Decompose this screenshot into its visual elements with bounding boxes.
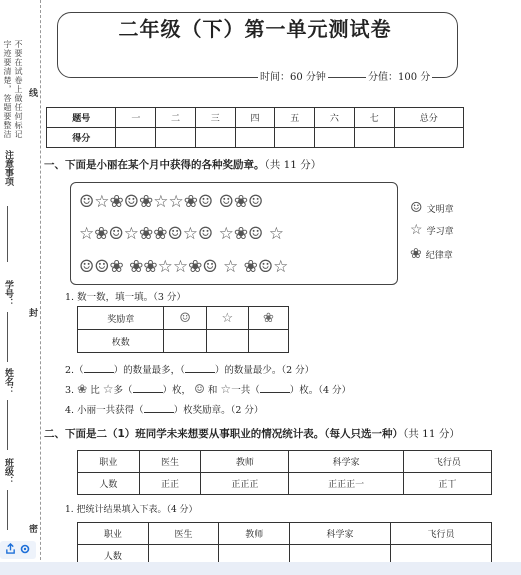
sticker-row: ☆❀☺☆❀❀☺☆☺ ☆❀☺ ☆	[79, 224, 284, 244]
star-icon: ☆	[102, 382, 114, 396]
seal-line-text: 线	[27, 88, 37, 97]
answer-blank[interactable]	[185, 364, 215, 373]
divider-line	[7, 206, 8, 262]
score-input-cell[interactable]	[116, 128, 156, 148]
table-cell: 奖励章	[78, 307, 164, 330]
divider-line	[7, 400, 8, 450]
flower-icon: ❀	[77, 382, 88, 396]
answer-cell[interactable]	[248, 330, 288, 353]
table-cell: 教师	[219, 523, 290, 545]
bottom-bar	[0, 562, 521, 575]
score-input-cell[interactable]	[156, 128, 196, 148]
binding-margin	[0, 0, 41, 575]
divider-line	[7, 312, 8, 362]
answer-cell[interactable]	[206, 330, 248, 353]
share-icon[interactable]	[5, 543, 16, 557]
star-icon: ☆	[206, 307, 248, 330]
question-3	[65, 382, 351, 396]
notes-label: 注意事项	[3, 150, 13, 186]
section-heading-text: 二、下面是二（1）班同学未来想要从事职业的情况统计表。（每人只选一种）	[44, 428, 404, 440]
table-row	[78, 451, 492, 473]
table-row	[78, 473, 492, 495]
tally-cell: 正正正	[201, 473, 289, 495]
margin-notice: 不要在试卷上做任何标记 字迹要清楚，答题要整洁	[3, 40, 23, 139]
table-cell: 医生	[148, 523, 219, 545]
table-cell: 职业	[78, 451, 140, 473]
divider-line	[7, 490, 8, 530]
q2-text: ）的数量最多，（	[113, 365, 185, 376]
flower-icon: ❀	[410, 246, 422, 262]
table-cell: 职业	[78, 523, 149, 545]
sticker-row: ☺☆❀☺❀☆☆❀☺ ☺❀☺	[79, 192, 264, 212]
question-2	[65, 362, 314, 376]
result-table	[77, 522, 492, 567]
answer-blank[interactable]	[133, 384, 163, 393]
table-cell: 人数	[78, 473, 140, 495]
smiley-icon: ☺	[410, 200, 423, 216]
smiley-icon: ☺	[194, 382, 205, 396]
sticker-row: ☺☺❀ ❀❀☆☆❀☺ ☆ ❀☺☆	[79, 257, 289, 277]
q3-text: 和	[207, 385, 218, 396]
section-heading	[44, 426, 460, 441]
exam-time: 时间：60 分钟	[258, 68, 328, 83]
table-cell: 一	[116, 108, 156, 128]
q3-text: ）枚，	[162, 385, 192, 396]
score-input-cell[interactable]	[315, 128, 355, 148]
table-cell: 科学家	[290, 523, 391, 545]
score-input-cell[interactable]	[275, 128, 315, 148]
legend-item	[410, 200, 454, 216]
table-row	[78, 307, 289, 330]
table-cell: 飞行员	[403, 451, 491, 473]
q2-text: ）的数量最少。（2 分）	[214, 365, 315, 376]
table-cell: 三	[195, 108, 235, 128]
answer-blank[interactable]	[144, 404, 174, 413]
table-cell: 教师	[201, 451, 289, 473]
section-heading	[44, 157, 321, 172]
legend-label: 纪律章	[425, 250, 453, 261]
seal-line-text: 密	[27, 524, 37, 533]
table-cell: 飞行员	[391, 523, 492, 545]
table-cell: 题号	[47, 108, 116, 128]
tally-cell: 正正	[139, 473, 201, 495]
table-row	[47, 108, 464, 128]
section-points: （共 11 分）	[403, 428, 460, 440]
legend-label: 文明章	[426, 204, 454, 215]
award-table	[77, 306, 289, 353]
table-cell: 枚数	[78, 330, 164, 353]
table-cell: 四	[235, 108, 275, 128]
exam-score: 分值：100 分	[366, 68, 432, 83]
table-cell: 五	[275, 108, 315, 128]
star-icon: ☆	[410, 222, 423, 238]
flower-icon: ❀	[248, 307, 288, 330]
section-points: （共 11 分）	[264, 159, 322, 171]
page-title: 二年级（下）第一单元测试卷	[95, 13, 415, 42]
table-cell: 得分	[47, 128, 116, 148]
score-input-cell[interactable]	[195, 128, 235, 148]
viewer-toolbar	[0, 541, 36, 559]
score-input-cell[interactable]	[394, 128, 464, 148]
answer-blank[interactable]	[260, 384, 290, 393]
table-cell: 医生	[139, 451, 201, 473]
name-label: 姓名：	[3, 368, 13, 395]
q3-text: 3.	[65, 385, 75, 396]
q4-text: ）枚奖励章。（2 分）	[173, 405, 264, 416]
legend-label: 学习章	[426, 226, 454, 237]
tally-cell: 正丅	[403, 473, 491, 495]
tally-table	[77, 450, 492, 495]
table-cell: 六	[315, 108, 355, 128]
tally-cell: 正正正一	[289, 473, 403, 495]
table-cell: 科学家	[289, 451, 403, 473]
question-1: 1. 数一数，填一填。（3 分）	[65, 292, 186, 303]
answer-blank[interactable]	[84, 364, 114, 373]
class-label: 班级：	[3, 458, 13, 485]
section-heading-text: 一、下面是小丽在某个月中获得的各种奖励章。	[44, 159, 265, 171]
student-id-label: 学号：	[3, 280, 13, 307]
q3-text: 多（	[113, 385, 133, 396]
q3-text: 一共（	[231, 385, 260, 396]
star-icon: ☆	[220, 382, 232, 396]
table-row	[78, 523, 492, 545]
table-cell: 总分	[394, 108, 464, 128]
table-row	[78, 330, 289, 353]
gear-icon[interactable]	[19, 543, 31, 558]
score-table	[46, 107, 464, 148]
q3-text: ）枚。（4 分）	[289, 385, 352, 396]
q3-text: 比	[90, 385, 100, 396]
score-input-cell[interactable]	[235, 128, 275, 148]
q4-text: 4. 小丽一共获得（	[65, 405, 144, 416]
section2-question-1: 1. 把统计结果填入下表。（4 分）	[65, 505, 198, 515]
table-row	[47, 128, 464, 148]
score-input-cell[interactable]	[354, 128, 394, 148]
legend-item	[410, 246, 453, 262]
legend-item	[410, 222, 454, 238]
seal-line-text: 封	[27, 308, 37, 317]
q2-text: 2.（	[65, 365, 84, 376]
answer-cell[interactable]	[164, 330, 206, 353]
smiley-icon: ☺	[164, 307, 206, 330]
question-4	[65, 402, 263, 416]
table-cell: 七	[354, 108, 394, 128]
table-cell: 人数	[78, 545, 149, 567]
sticker-box	[70, 182, 398, 285]
table-cell: 二	[156, 108, 196, 128]
